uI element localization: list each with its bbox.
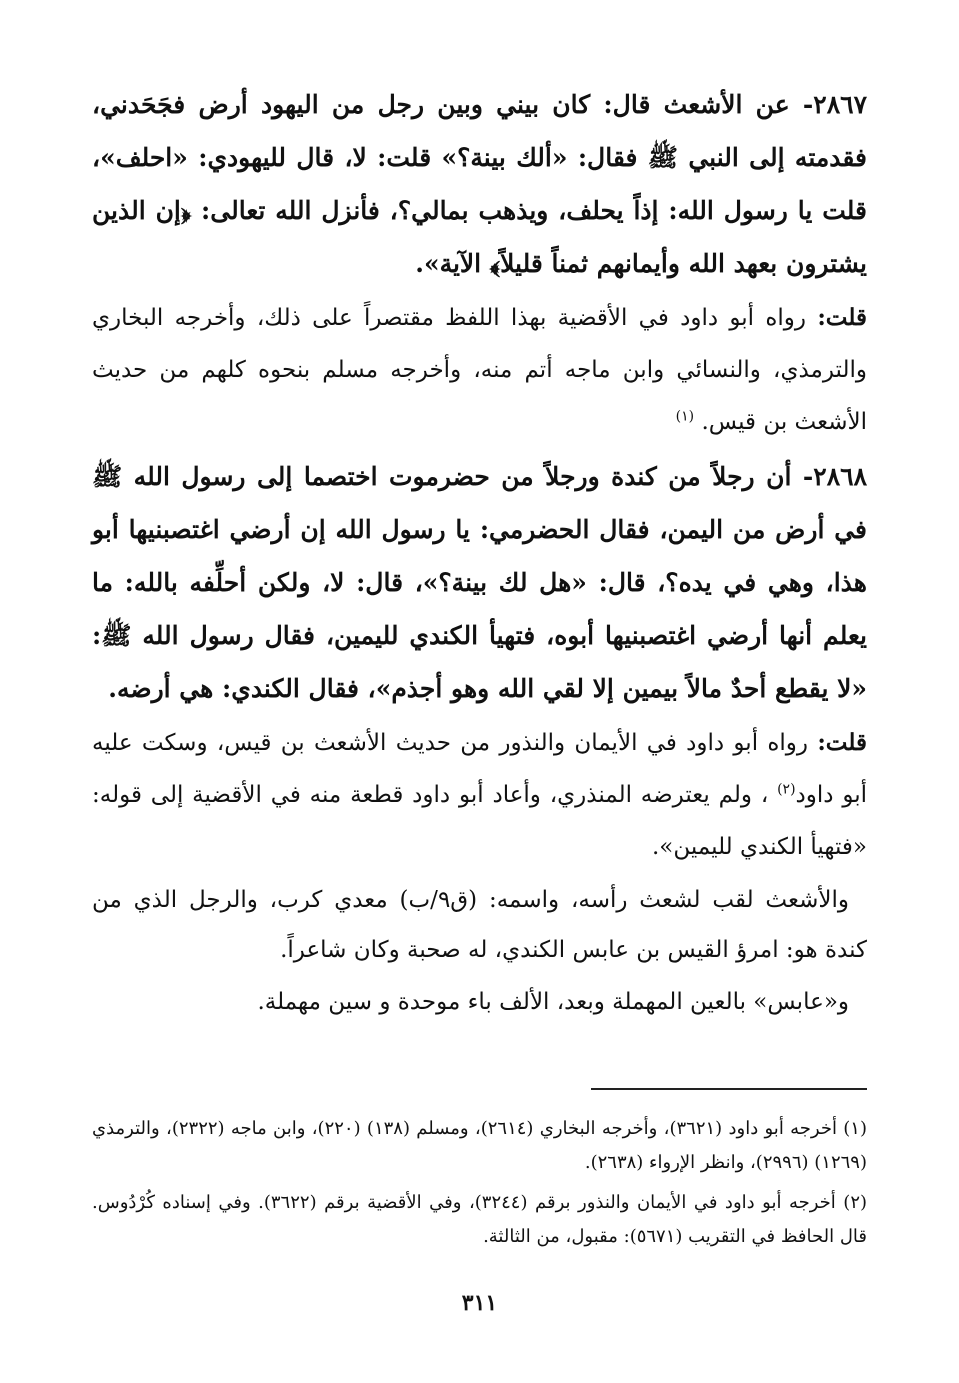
footnotes (92, 1112, 867, 1260)
footnote-ref-2: (٢) (777, 781, 796, 798)
commentary-lead: قلت: (817, 729, 867, 756)
footnote-1: (١) أخرجه أبو داود (٣٦٢١)، وأخرجه البخاري (٢٦١٤)، ومسلم (١٣٨) (٢٢٠)، وابن ماجه (٢٣٢٢)، والترمذي (١٢٦٩) (٢٩٩٦)، وانظر الإرواء (٢٦٣٨). (92, 1118, 867, 1173)
footnote-separator (591, 1088, 867, 1090)
explanation-paragraph: والأشعث لقب لشعث رأسه، واسمه: (ق٩/ب) معدي كرب، والرجل الذي من كندة هو: امرؤ القيس بن عابس الكندي، له صحبة وكان شاعراً. (92, 887, 867, 963)
footnote-ref-1: (١) (675, 408, 695, 425)
hadith-text: أن رجلاً من كندة ورجلاً من حضرموت اختصما إلى رسول الله ﷺ في أرض من اليمن، فقال الحضرمي: يا رسول الله إن أرضي اغتصبنيها أبو هذا، وهي في يده؟، قال: «هل لك بينة؟»، قال: لا، ولكن أحلِّفه بالله: ما يعلم أنها أرضي اغتصبنيها أبوه، فتهيأ الكندي لليمين، فقال رسول الله ﷺ: «لا يقطع أحدٌ مالاً بيمين إلا لقي الله وهو أجذم»، فقال الكندي: هي أرضه. (92, 462, 867, 703)
hadith-2868 (92, 450, 867, 715)
hadith-text: عن الأشعث قال: كان بيني وبين رجل من اليهود أرض فجَحَدني، فقدمته إلى النبي ﷺ فقال: «ألك بينة؟» قلت: لا، قال لليهودي: «احلف»، قلت يا رسول الله: إذاً يحلف، ويذهب بمالي؟، فأنزل الله تعالى: ﴿إن الذين يشترون بعهد الله وأيمانهم ثمناً قليلاً﴾ الآية». (92, 90, 867, 278)
page-body (92, 78, 867, 1029)
commentary-lead: قلت: (817, 304, 867, 331)
hadith-2867 (92, 78, 867, 290)
commentary-2868 (92, 717, 867, 873)
footnote-2: (٢) أخرجه أبو داود في الأيمان والنذور برقم (٣٢٤٤)، وفي الأقضية برقم (٣٦٢٢). وفي إسناده كُرْدُوس. قال الحافظ في التقريب (٥٦٧١): مقبول، من الثالثة. (92, 1192, 868, 1247)
page-number: ٣١١ (461, 1290, 498, 1316)
commentary-text-before: رواه أبو داود في الأيمان والنذور من حديث الأشعث بن قيس، وسكت عليه أبو داود (92, 730, 867, 808)
hadith-number: ٢٨٦٨- (802, 462, 867, 491)
hadith-number: ٢٨٦٧- (802, 90, 867, 119)
spelling-note-paragraph: و«عابس» بالعين المهملة وبعد، الألف باء موحدة و سين مهملة. (257, 989, 849, 1015)
commentary-2867 (92, 292, 867, 448)
commentary-text-after: ، ولم يعترضه المنذري، وأعاد أبو داود قطعة منه في الأقضية إلى قوله: «فتهيأ الكندي لليمين». (92, 782, 867, 860)
commentary-text: رواه أبو داود في الأقضية بهذا اللفظ مقتصراً على ذلك، وأخرجه البخاري والترمذي، والنسائي وابن ماجه أتم منه، وأخرجه مسلم بنحوه كلهم من حديث الأشعث بن قيس. (92, 305, 867, 435)
